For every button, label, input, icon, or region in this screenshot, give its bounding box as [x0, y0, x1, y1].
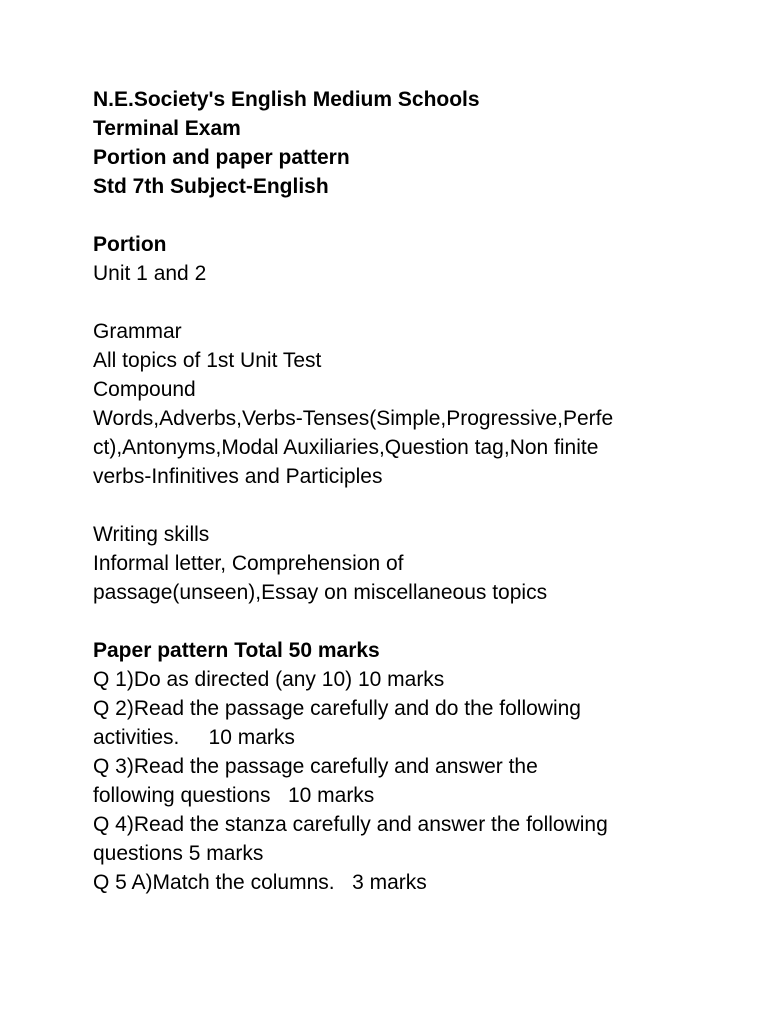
question-line: following questions 10 marks [93, 784, 375, 807]
school-name: N.E.Society's English Medium Schools [93, 88, 480, 111]
spacer [93, 201, 688, 230]
question-line: activities. 10 marks [93, 726, 295, 749]
grammar-line: Compound [93, 378, 196, 401]
document-header [93, 85, 688, 201]
paper-pattern-section [93, 636, 688, 897]
question-line: Q 5 A)Match the columns. 3 marks [93, 871, 427, 894]
writing-heading: Writing skills [93, 523, 210, 546]
question-line: questions 5 marks [93, 842, 264, 865]
portion-units: Unit 1 and 2 [93, 262, 207, 285]
question-line: Q 4)Read the stanza carefully and answer the following [93, 813, 608, 836]
grammar-section [93, 317, 688, 491]
standard-subject: Std 7th Subject-English [93, 175, 329, 198]
grammar-line: ct),Antonyms,Modal Auxiliaries,Question tag,Non finite [93, 436, 599, 459]
portion-section [93, 230, 688, 288]
spacer [93, 288, 688, 317]
question-line: Q 1)Do as directed (any 10) 10 marks [93, 668, 445, 691]
spacer [93, 491, 688, 520]
portion-heading: Portion [93, 233, 167, 256]
exam-title: Terminal Exam [93, 117, 241, 140]
writing-line: Informal letter, Comprehension of [93, 552, 404, 575]
question-line: Q 3)Read the passage carefully and answer the [93, 755, 538, 778]
writing-section [93, 520, 688, 607]
grammar-line: All topics of 1st Unit Test [93, 349, 322, 372]
grammar-line: Words,Adverbs,Verbs-Tenses(Simple,Progressive,Perfe [93, 407, 614, 430]
paper-pattern-heading: Paper pattern Total 50 marks [93, 639, 380, 662]
grammar-line: verbs-Infinitives and Participles [93, 465, 383, 488]
spacer [93, 607, 688, 636]
grammar-heading: Grammar [93, 320, 182, 343]
writing-line: passage(unseen),Essay on miscellaneous topics [93, 581, 548, 604]
document-subtitle: Portion and paper pattern [93, 146, 350, 169]
question-line: Q 2)Read the passage carefully and do the following [93, 697, 581, 720]
